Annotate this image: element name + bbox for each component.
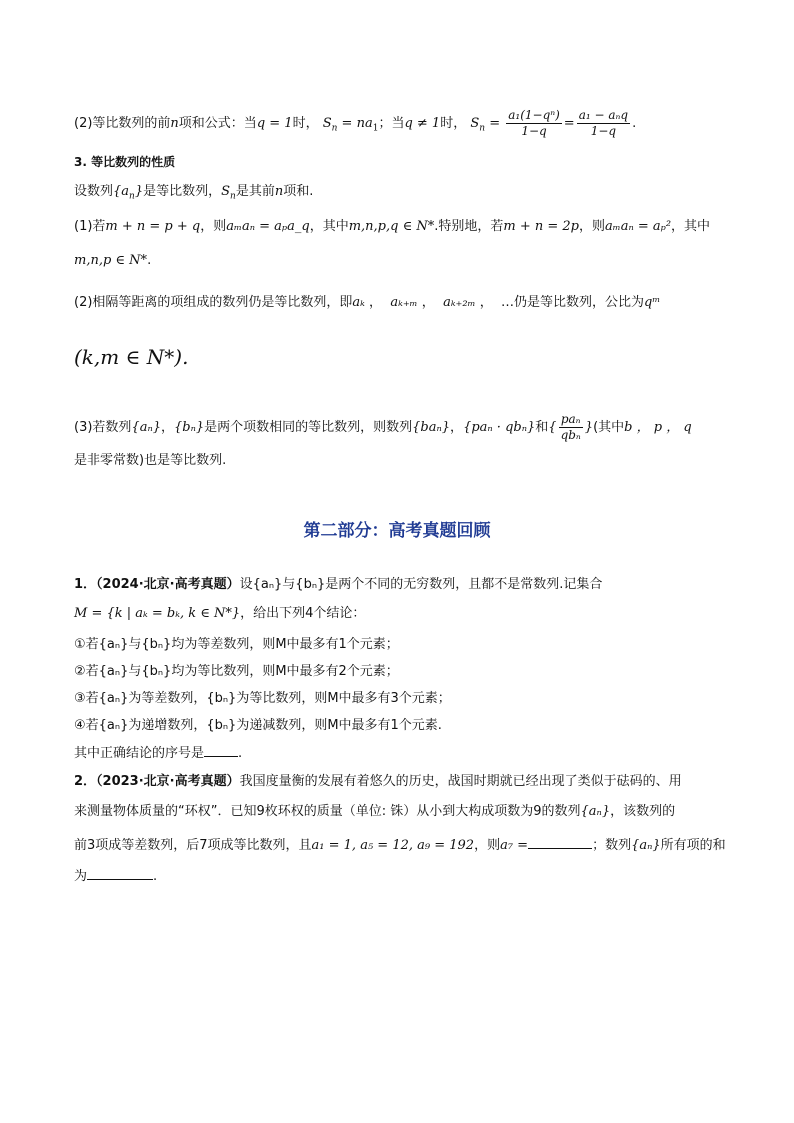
fraction: $\frac{\text{a₁(1−qⁿ)}}{1-q}$: [508, 108, 560, 138]
q1-line-1: 1．（2024·北京·高考真题）设{aₙ}与{bₙ}是两个不同的无穷数列，且都不是常数列.记集合: [74, 577, 603, 592]
property-1-line-2: m,n,p ∈ N*.: [74, 253, 152, 268]
q1-conclusion-4: ④若{aₙ}为递增数列，{bₙ}为递减数列，则M中最多有1个元素.: [74, 718, 442, 733]
math: n: [479, 123, 486, 134]
fraction: $\frac{\text{paₙ}}{\text{qbₙ}}$: [560, 412, 581, 442]
property-3-line-2: 是非零常数)也是等比数列.: [74, 453, 227, 468]
q1-line-2: M = {k | aₖ = bₖ, k ∈ N*}，给出下列4个结论：: [74, 606, 366, 621]
property-2-cond: (k,m ∈ N*).: [74, 345, 189, 369]
property-1-line: (1)若m + n = p + q，则aₘaₙ = aₚa_q，其中m,n,p,q ∈ N*.特别地，若m + n = 2p，则aₘaₙ = aₚ²，其中: [74, 219, 711, 234]
math: q ≠ 1: [404, 116, 441, 131]
math: = na: [337, 116, 373, 131]
part2-title: 第二部分：高考真题回顾: [303, 521, 491, 541]
math: q = 1: [256, 116, 293, 131]
fraction: $\frac{\text{a₁ − aₙq}}{1-q}$: [578, 108, 629, 138]
property-2-line: (2)相隔等距离的项组成的数列仍是等比数列，即aₖ ， aₖ₊ₘ ， aₖ₊₂ₘ ， …仍是等比数列，公比为qᵐ: [74, 295, 661, 310]
q1-conclusion-3: ③若{aₙ}为等差数列，{bₙ}为等比数列，则M中最多有3个元素；: [74, 691, 451, 706]
text: 时，: [440, 116, 467, 131]
answer-blank-a7[interactable]: [528, 836, 592, 849]
q2-line-1: 2．（2023·北京·高考真题）我国度量衡的发展有着悠久的历史，战国时期就已经出现了类似于砝码的、用: [74, 774, 682, 789]
math: n: [331, 123, 338, 134]
q2-line-4: 为 .: [74, 869, 158, 884]
q1-ask: 其中正确结论的序号是 .: [74, 746, 243, 761]
text: 项和公式：当: [178, 116, 257, 131]
section-heading: 3. 等比数列的性质: [74, 155, 176, 169]
text: 时，: [292, 116, 319, 131]
intro-line: 设数列$\{a_n\}$是等比数列，$S_n$是其前n项和.: [74, 184, 314, 202]
answer-blank-sum[interactable]: [87, 867, 153, 880]
math: S: [322, 116, 332, 131]
answer-blank[interactable]: [204, 744, 238, 757]
q1-conclusion-2: ②若{aₙ}与{bₙ}均为等比数列，则M中最多有2个元素；: [74, 664, 399, 679]
text: (2)等比数列的前: [74, 116, 171, 131]
q2-line-2: 来测量物体质量的“环权”．已知9枚环权的质量（单位: 铢）从小到大构成项数为9的数列{aₙ}，该数列的: [74, 804, 676, 819]
sum-formula-line: (2)等比数列的前n项和公式：当q = 1时， $S_n = na_1$；当q ≠ 1时， $S_n$ = $\frac{\text{a₁(1−qⁿ)}}{1-q}$ = $\frac{\text{a₁ − aₙq}}{1-q}$ .: [74, 108, 637, 138]
property-3-line: (3)若数列{aₙ}，{bₙ}是两个项数相同的等比数列，则数列{baₙ}，{paₙ · qbₙ}和{ $\frac{\text{paₙ}}{\text{qbₙ}}$ }(其中b ， p ， q: [74, 412, 692, 442]
text: ；当: [378, 116, 405, 131]
q2-line-3: 前3项成等差数列，后7项成等比数列，且a₁ = 1, a₅ = 12, a₉ = 192，则a₇ = ；数列{aₙ}所有项的和: [74, 838, 726, 853]
math: 1: [372, 123, 379, 134]
math: n: [170, 116, 179, 131]
q1-conclusion-1: ①若{aₙ}与{bₙ}均为等差数列，则M中最多有1个元素；: [74, 637, 399, 652]
math: S: [470, 116, 480, 131]
